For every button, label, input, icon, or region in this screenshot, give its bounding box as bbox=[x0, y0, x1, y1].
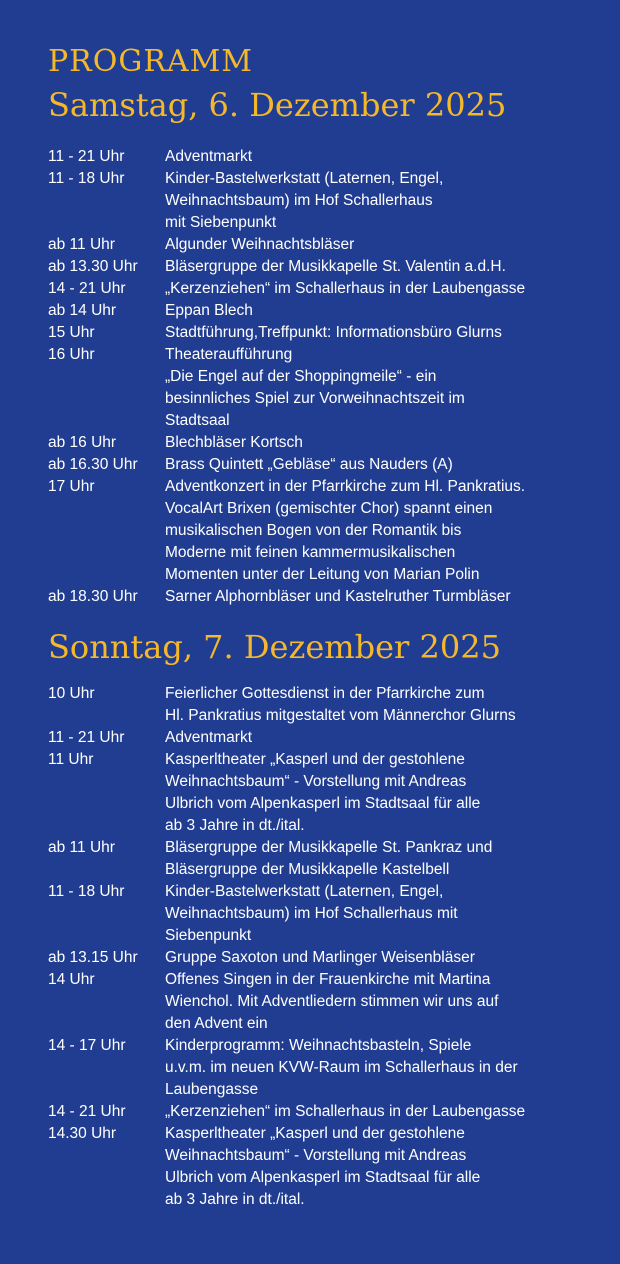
event-description-line: Siebenpunkt bbox=[165, 927, 252, 944]
event-description-line: Weihnachtsbaum) im Hof Schallerhaus mit bbox=[165, 905, 458, 922]
event-description bbox=[165, 146, 608, 168]
event-time: 15 Uhr bbox=[48, 324, 95, 341]
event-description bbox=[165, 749, 608, 837]
event-time: ab 16 Uhr bbox=[48, 434, 117, 451]
schedule-saturday bbox=[48, 146, 608, 608]
event-description-line: Offenes Singen in der Frauenkirche mit Martina bbox=[165, 971, 491, 988]
schedule-row bbox=[48, 300, 608, 322]
event-description-line: ab 3 Jahre in dt./ital. bbox=[165, 1191, 305, 1208]
event-time: 14 - 21 Uhr bbox=[48, 280, 126, 297]
event-description-line: u.v.m. im neuen KVW-Raum im Schallerhaus in der bbox=[165, 1059, 518, 1076]
event-description bbox=[165, 344, 608, 432]
event-description-line: Bläsergruppe der Musikkapelle St. Valentin a.d.H. bbox=[165, 258, 506, 275]
event-description-line: „Kerzenziehen“ im Schallerhaus in der Laubengasse bbox=[165, 280, 526, 297]
event-description-line: Bläsergruppe der Musikkapelle St. Pankraz und bbox=[165, 839, 493, 856]
event-description-line: Sarner Alphornbläser und Kastelruther Turmbläser bbox=[165, 588, 511, 605]
event-description bbox=[165, 837, 608, 881]
schedule-row bbox=[48, 749, 608, 837]
schedule-row bbox=[48, 683, 608, 727]
event-description bbox=[165, 300, 608, 322]
event-description-line: „Die Engel auf der Shoppingmeile“ - ein bbox=[165, 368, 437, 385]
event-description-line: Adventkonzert in der Pfarrkirche zum Hl. Pankratius. bbox=[165, 478, 526, 495]
event-description-line: Feierlicher Gottesdienst in der Pfarrkirche zum bbox=[165, 685, 485, 702]
event-description-line: „Kerzenziehen“ im Schallerhaus in der Laubengasse bbox=[165, 1103, 526, 1120]
event-description-line: Adventmarkt bbox=[165, 148, 253, 165]
event-description-line: Weihnachtsbaum“ - Vorstellung mit Andreas bbox=[165, 773, 467, 790]
event-time: 11 - 18 Uhr bbox=[48, 883, 125, 900]
event-description-line: besinnliches Spiel zur Vorweihnachtszeit im bbox=[165, 390, 465, 407]
event-time: ab 14 Uhr bbox=[48, 302, 117, 319]
event-description-line: Wienchol. Mit Adventliedern stimmen wir uns auf bbox=[165, 993, 499, 1010]
event-description-line: Gruppe Saxoton und Marlinger Weisenbläser bbox=[165, 949, 475, 966]
schedule-row bbox=[48, 1123, 608, 1211]
event-description-line: Brass Quintett „Gebläse“ aus Nauders (A) bbox=[165, 456, 453, 473]
schedule-row bbox=[48, 586, 608, 608]
event-description bbox=[165, 881, 608, 947]
event-description bbox=[165, 278, 608, 300]
event-description-line: mit Siebenpunkt bbox=[165, 214, 277, 231]
event-description-line: Kasperltheater „Kasperl und der gestohlene bbox=[165, 1125, 465, 1142]
event-description-line: Laubengasse bbox=[165, 1081, 259, 1098]
schedule-row bbox=[48, 881, 608, 947]
day-heading-saturday: Samstag, 6. Dezember 2025 bbox=[48, 86, 507, 124]
event-description-line: Moderne mit feinen kammermusikalischen bbox=[165, 544, 456, 561]
schedule-row bbox=[48, 278, 608, 300]
event-description-line: musikalischen Bogen von der Romantik bis bbox=[165, 522, 462, 539]
schedule-row bbox=[48, 256, 608, 278]
event-description bbox=[165, 432, 608, 454]
event-time: 11 - 18 Uhr bbox=[48, 170, 125, 187]
event-description-line: Bläsergruppe der Musikkapelle Kastelbell bbox=[165, 861, 450, 878]
event-description-line: Ulbrich vom Alpenkasperl im Stadtsaal für alle bbox=[165, 1169, 481, 1186]
event-description-line: Hl. Pankratius mitgestaltet vom Männerchor Glurns bbox=[165, 707, 516, 724]
schedule-row bbox=[48, 969, 608, 1035]
day-heading-sunday: Sonntag, 7. Dezember 2025 bbox=[48, 628, 501, 666]
schedule-row bbox=[48, 322, 608, 344]
schedule-row bbox=[48, 234, 608, 256]
event-description-line: Eppan Blech bbox=[165, 302, 253, 319]
event-time: ab 16.30 Uhr bbox=[48, 456, 138, 473]
event-time: 11 - 21 Uhr bbox=[48, 729, 125, 746]
schedule-row bbox=[48, 1035, 608, 1101]
schedule-row bbox=[48, 837, 608, 881]
event-time: 11 Uhr bbox=[48, 751, 94, 768]
event-description-line: Momenten unter der Leitung von Marian Polin bbox=[165, 566, 480, 583]
event-description-line: Kinder-Bastelwerkstatt (Laternen, Engel, bbox=[165, 170, 444, 187]
schedule-sunday bbox=[48, 683, 608, 1211]
event-time: 14 - 21 Uhr bbox=[48, 1103, 126, 1120]
event-time: ab 13.15 Uhr bbox=[48, 949, 138, 966]
event-time: ab 18.30 Uhr bbox=[48, 588, 138, 605]
event-description-line: Ulbrich vom Alpenkasperl im Stadtsaal für alle bbox=[165, 795, 481, 812]
schedule-row bbox=[48, 727, 608, 749]
event-description-line: Algunder Weihnachtsbläser bbox=[165, 236, 355, 253]
event-description bbox=[165, 1035, 608, 1101]
event-time: ab 13.30 Uhr bbox=[48, 258, 138, 275]
schedule-row bbox=[48, 432, 608, 454]
event-description-line: Kasperltheater „Kasperl und der gestohlene bbox=[165, 751, 465, 768]
event-description bbox=[165, 727, 608, 749]
event-description bbox=[165, 476, 608, 586]
event-description-line: Stadtsaal bbox=[165, 412, 230, 429]
event-description bbox=[165, 234, 608, 256]
event-time: 11 - 21 Uhr bbox=[48, 148, 125, 165]
event-description bbox=[165, 322, 608, 344]
event-time: 14.30 Uhr bbox=[48, 1125, 117, 1142]
schedule-row bbox=[48, 168, 608, 234]
schedule-row bbox=[48, 1101, 608, 1123]
event-description-line: Theateraufführung bbox=[165, 346, 293, 363]
event-description bbox=[165, 1123, 608, 1211]
event-description bbox=[165, 454, 608, 476]
event-description-line: ab 3 Jahre in dt./ital. bbox=[165, 817, 305, 834]
event-description-line: Kinderprogramm: Weihnachtsbasteln, Spiele bbox=[165, 1037, 472, 1054]
schedule-row bbox=[48, 454, 608, 476]
event-time: 17 Uhr bbox=[48, 478, 95, 495]
program-title: PROGRAMM bbox=[48, 44, 254, 79]
event-description-line: Stadtführung,Treffpunkt: Informationsbüro Glurns bbox=[165, 324, 502, 341]
schedule-row bbox=[48, 476, 608, 586]
event-description-line: Weihnachtsbaum) im Hof Schallerhaus bbox=[165, 192, 433, 209]
event-description-line: Kinder-Bastelwerkstatt (Laternen, Engel, bbox=[165, 883, 444, 900]
event-time: ab 11 Uhr bbox=[48, 236, 115, 253]
event-description-line: den Advent ein bbox=[165, 1015, 268, 1032]
event-time: 14 - 17 Uhr bbox=[48, 1037, 126, 1054]
schedule-row bbox=[48, 344, 608, 432]
event-description bbox=[165, 586, 608, 608]
event-time: 16 Uhr bbox=[48, 346, 95, 363]
event-description-line: Adventmarkt bbox=[165, 729, 253, 746]
event-description bbox=[165, 256, 608, 278]
event-description bbox=[165, 168, 608, 234]
event-time: 14 Uhr bbox=[48, 971, 95, 988]
schedule-row bbox=[48, 146, 608, 168]
event-description-line: VocalArt Brixen (gemischter Chor) spannt einen bbox=[165, 500, 493, 517]
schedule-row bbox=[48, 947, 608, 969]
event-description-line: Weihnachtsbaum“ - Vorstellung mit Andreas bbox=[165, 1147, 467, 1164]
event-description bbox=[165, 947, 608, 969]
event-time: ab 11 Uhr bbox=[48, 839, 115, 856]
event-description-line: Blechbläser Kortsch bbox=[165, 434, 303, 451]
event-description bbox=[165, 1101, 608, 1123]
event-time: 10 Uhr bbox=[48, 685, 95, 702]
event-description bbox=[165, 683, 608, 727]
event-description bbox=[165, 969, 608, 1035]
